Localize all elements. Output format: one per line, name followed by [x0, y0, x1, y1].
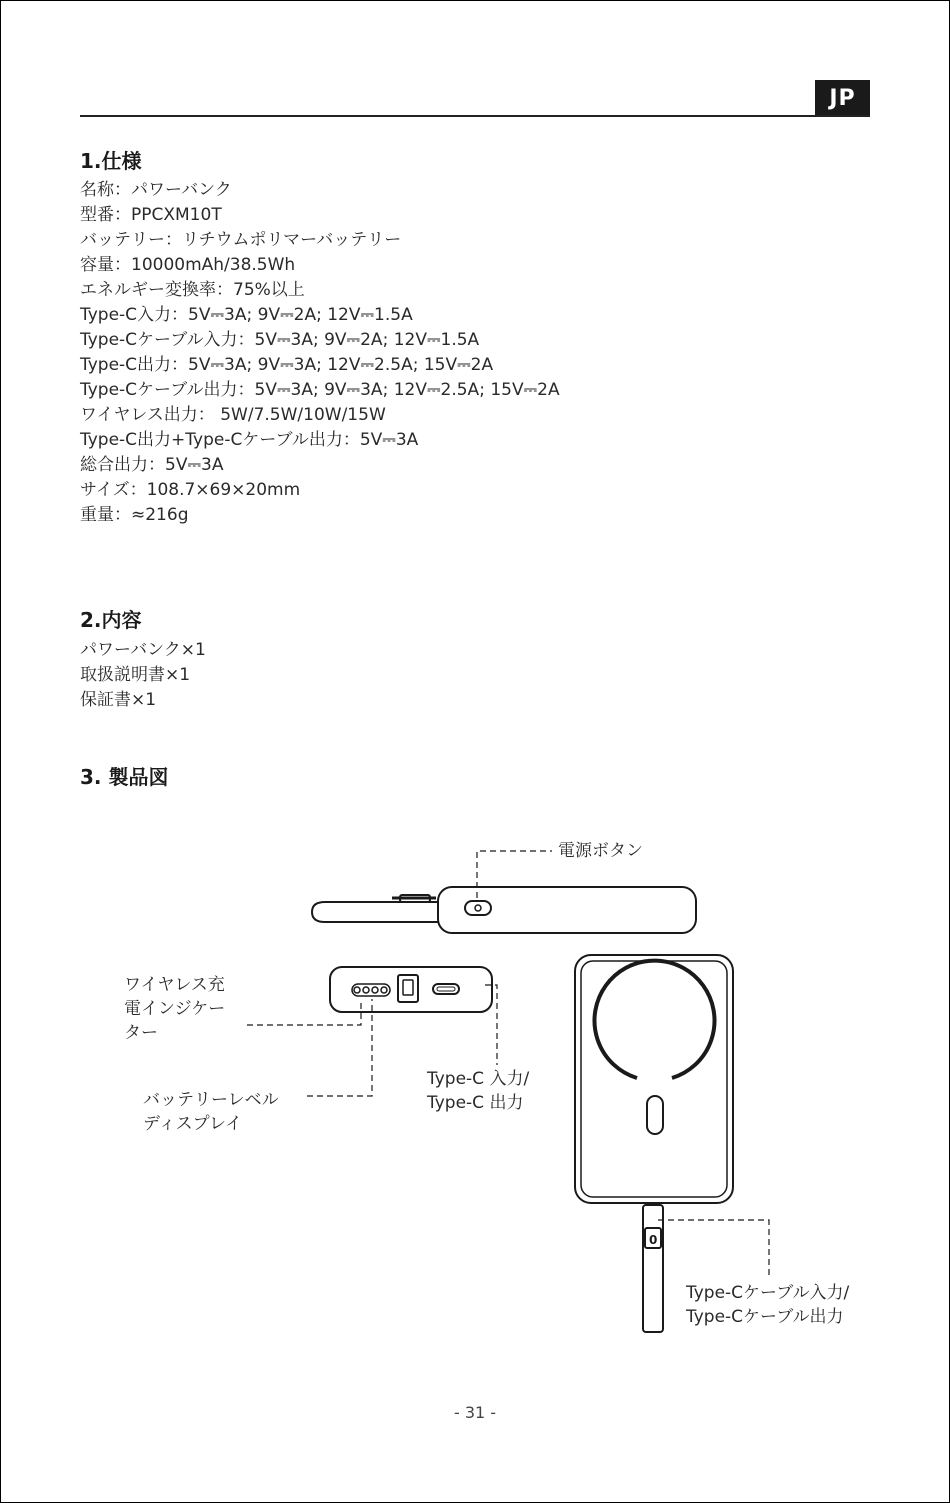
front-edge-view: [330, 967, 492, 1012]
spec-line: 容量：10000mAh/38.5Wh: [80, 255, 296, 275]
leader-lines: [247, 851, 769, 1278]
label-line: ター: [124, 1023, 158, 1043]
svg-text:0: 0: [649, 1233, 658, 1247]
spec-line: エネルギー変換率：75%以上: [80, 280, 305, 300]
spec-line: バッテリー：リチウムポリマーバッテリー: [80, 230, 402, 250]
spec-line: 型番：PPCXM10T: [80, 205, 222, 225]
label-line: Type-Cケーブル出力: [686, 1307, 844, 1327]
power-button-shape: [465, 901, 491, 915]
section-diagram-title: 3. 製品図: [80, 765, 169, 789]
label-battery-display: [143, 1088, 279, 1136]
spec-line: Type-Cケーブル入力：5V⎓3A; 9V⎓2A; 12V⎓1.5A: [80, 330, 480, 350]
spec-line: 重量：≈216g: [80, 505, 189, 525]
language-badge: JP: [815, 80, 870, 116]
back-view-powerbank: [575, 955, 733, 1332]
spec-line: ワイヤレス出力： 5W/7.5W/10W/15W: [80, 405, 386, 425]
label-line: ワイヤレス充: [124, 975, 225, 995]
page-number: - 31 -: [453, 1403, 497, 1422]
label-line: Type-Cケーブル入力/: [686, 1283, 850, 1303]
label-line: Type-C 出力: [427, 1093, 524, 1113]
spec-line: 総合出力：5V⎓3A: [80, 455, 224, 475]
spec-line: 名称：パワーバンク: [80, 180, 232, 200]
label-line: Type-C 入力/: [427, 1069, 530, 1089]
label-power-button: 電源ボタン: [558, 841, 643, 861]
spec-line: サイズ：108.7×69×20mm: [80, 480, 301, 500]
label-typec-port: [427, 1067, 529, 1115]
section-spec-title: 1.仕様: [80, 149, 142, 173]
label-typec-cable: [686, 1281, 849, 1329]
section-contents-title: 2.内容: [80, 608, 142, 632]
label-line: バッテリーレベル: [143, 1090, 279, 1110]
label-wireless-indicator: [124, 973, 225, 1045]
contents-line: 保証書×1: [80, 690, 157, 710]
label-line: 電インジケー: [124, 999, 226, 1019]
contents-line: 取扱説明書×1: [80, 665, 191, 685]
spec-line: Type-C入力：5V⎓3A; 9V⎓2A; 12V⎓1.5A: [80, 305, 413, 325]
contents-line: パワーバンク×1: [80, 640, 206, 660]
side-view-powerbank: [312, 887, 696, 933]
label-line: ディスプレイ: [143, 1114, 243, 1134]
spec-line: Type-C出力+Type-Cケーブル出力：5V⎓3A: [80, 430, 419, 450]
spec-line: Type-Cケーブル出力：5V⎓3A; 9V⎓3A; 12V⎓2.5A; 15V⎓2A: [80, 380, 560, 400]
spec-line: Type-C出力：5V⎓3A; 9V⎓3A; 12V⎓2.5A; 15V⎓2A: [80, 355, 494, 375]
